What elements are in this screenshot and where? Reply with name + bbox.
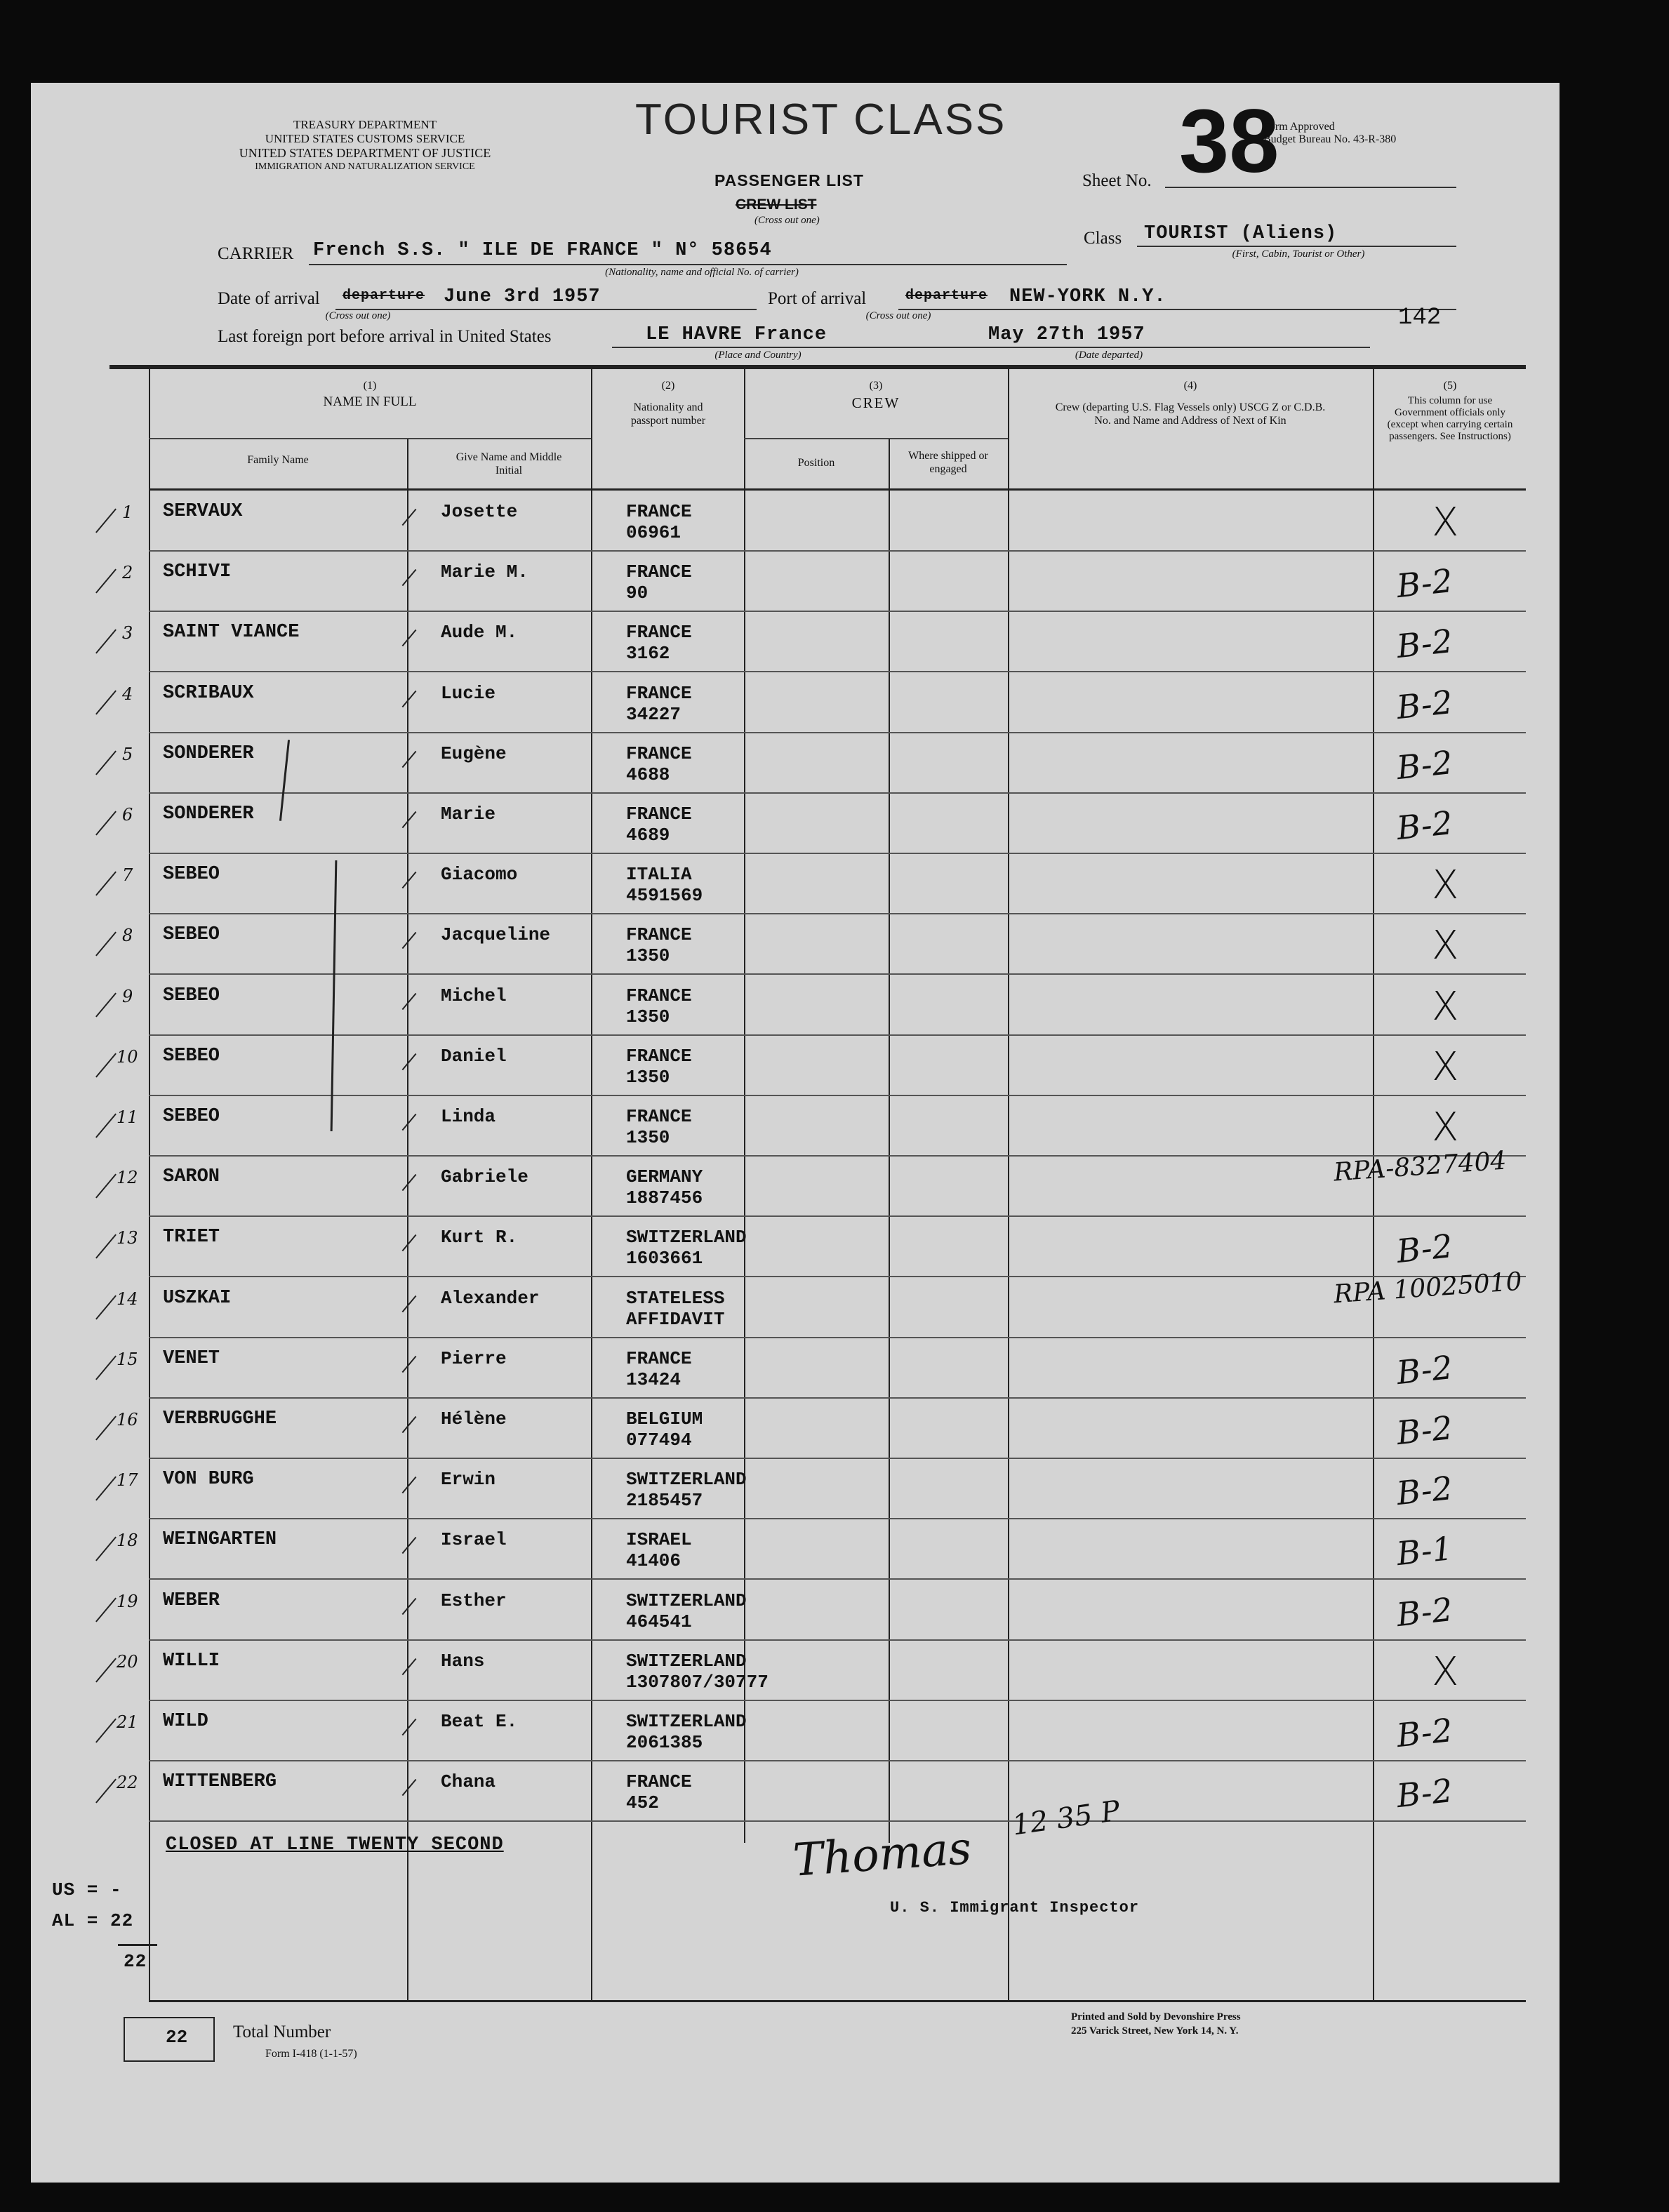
check-tick <box>402 1295 417 1312</box>
family-name: USZKAI <box>163 1288 232 1309</box>
nationality: STATELESS <box>626 1288 725 1309</box>
carrier-label: CARRIER <box>218 244 294 263</box>
check-tick <box>95 1234 117 1259</box>
sheet-no-label: Sheet No. <box>1082 171 1152 190</box>
government-mark: X <box>1432 984 1459 1030</box>
row-rule <box>149 1276 1526 1277</box>
check-tick <box>95 1477 117 1501</box>
row-number: 18 <box>117 1531 138 1550</box>
carrier-line <box>309 264 1067 265</box>
table-row <box>0 794 1669 854</box>
col5-title: This column for use Government officials only (except when carrying certain passengers. See Instructions) <box>1387 395 1513 442</box>
government-mark: X <box>1432 862 1459 908</box>
check-tick <box>402 1537 417 1554</box>
passport-number: 1887456 <box>626 1187 703 1208</box>
given-name: Marie M. <box>441 561 528 582</box>
check-tick <box>95 629 117 654</box>
family-name: SEBEO <box>163 1046 220 1067</box>
agency-line: UNITED STATES DEPARTMENT OF JUSTICE <box>239 146 491 160</box>
nationality: FRANCE <box>626 804 692 825</box>
government-mark: B-2 <box>1395 621 1455 666</box>
given-name: Esther <box>441 1590 507 1611</box>
total-number-label: Total Number <box>233 2023 331 2041</box>
carrier-sub: (Nationality, name and official No. of carrier) <box>605 267 799 278</box>
date-arrival-value: June 3rd 1957 <box>444 286 601 307</box>
government-mark: B-2 <box>1395 1408 1455 1453</box>
check-tick <box>95 811 117 836</box>
government-mark: X <box>1432 923 1459 968</box>
check-tick <box>402 1658 417 1675</box>
table-row <box>0 1761 1669 1822</box>
nationality: FRANCE <box>626 561 692 582</box>
class-label: Class <box>1084 229 1122 248</box>
government-mark: B-2 <box>1395 1710 1455 1755</box>
subheader-rule-crew <box>744 438 1008 439</box>
table-row <box>0 975 1669 1036</box>
nationality: SWITZERLAND <box>626 1651 747 1672</box>
passport-number: 1350 <box>626 1006 670 1027</box>
form-approved-text: Form Approved <box>1263 121 1335 133</box>
nationality: FRANCE <box>626 501 692 522</box>
check-tick <box>95 1537 117 1561</box>
row-rule <box>149 671 1526 672</box>
government-mark: B-2 <box>1395 1226 1455 1271</box>
check-tick <box>95 751 117 775</box>
family-name: SCRIBAUX <box>163 683 254 704</box>
given-name: Hans <box>441 1651 485 1672</box>
government-mark: X <box>1432 500 1459 545</box>
col5-heading <box>1376 379 1524 443</box>
row-number: 9 <box>122 987 133 1006</box>
sheet-number-handwritten: 38 <box>1179 91 1279 192</box>
check-tick <box>95 569 117 594</box>
nationality: FRANCE <box>626 1046 692 1067</box>
check-tick <box>402 1719 417 1735</box>
cross-out-note: (Cross out one) <box>754 215 820 226</box>
nationality: FRANCE <box>626 924 692 945</box>
check-tick <box>402 1114 417 1131</box>
table-row <box>0 1580 1669 1641</box>
row-number: 20 <box>117 1652 138 1672</box>
printer-line-2: 225 Varick Street, New York 14, N. Y. <box>1071 2025 1239 2037</box>
given-name: Israel <box>441 1529 507 1550</box>
position-heading: Position <box>797 457 835 469</box>
row-number: 19 <box>117 1592 138 1611</box>
row-number: 5 <box>122 745 133 764</box>
passport-number: 4591569 <box>626 885 703 906</box>
table-row <box>0 1338 1669 1399</box>
date-sub: (Cross out one) <box>325 310 391 321</box>
agency-block <box>204 118 526 174</box>
check-tick <box>95 993 117 1018</box>
passport-number: 4689 <box>626 825 670 846</box>
given-name: Chana <box>441 1771 496 1792</box>
passport-number: 2061385 <box>626 1732 703 1753</box>
check-tick <box>402 629 417 646</box>
government-mark: RPA-8327404 <box>1332 1146 1508 1187</box>
passport-number: 3162 <box>626 643 670 664</box>
family-name: SAINT VIANCE <box>163 622 300 643</box>
nationality: SWITZERLAND <box>626 1711 747 1732</box>
shipped-heading: Where shipped or engaged <box>908 450 988 475</box>
form-approved <box>1263 121 1396 146</box>
nationality: ISRAEL <box>626 1529 692 1550</box>
budget-bureau-text: Budget Bureau No. 43-R-380 <box>1263 133 1397 145</box>
passport-number: 1603661 <box>626 1248 703 1269</box>
col3-heading <box>744 379 1008 410</box>
col2-heading <box>597 379 740 427</box>
given-name: Josette <box>441 501 518 522</box>
agency-line: IMMIGRATION AND NATURALIZATION SERVICE <box>255 161 475 172</box>
crew-list-struck: CREW LIST <box>736 196 817 213</box>
row-number: 7 <box>122 865 133 885</box>
check-tick <box>402 1598 417 1615</box>
row-number: 11 <box>117 1107 138 1127</box>
row-number: 1 <box>122 502 133 522</box>
given-name: Linda <box>441 1106 496 1127</box>
table-row <box>0 1399 1669 1459</box>
nationality: SWITZERLAND <box>626 1469 747 1490</box>
family-name: VON BURG <box>163 1469 254 1490</box>
family-name: SEBEO <box>163 864 220 885</box>
passport-number: 90 <box>626 582 649 604</box>
check-tick <box>95 1658 117 1683</box>
family-name: WEINGARTEN <box>163 1529 277 1550</box>
header-bottom-rule <box>149 488 1526 491</box>
total-count-hand: 22 <box>124 1951 147 1972</box>
check-tick <box>95 509 117 533</box>
check-tick <box>95 691 117 715</box>
port-struck: departure <box>905 288 988 304</box>
table-top-rule <box>109 365 1526 369</box>
government-mark: B-2 <box>1395 1347 1455 1392</box>
table-row <box>0 612 1669 672</box>
check-tick <box>402 811 417 828</box>
table-row <box>0 491 1669 552</box>
given-name: Erwin <box>441 1469 496 1490</box>
given-name: Hélène <box>441 1408 507 1430</box>
col3-number: (3) <box>869 380 883 392</box>
check-tick <box>95 1356 117 1380</box>
check-tick <box>402 1416 417 1433</box>
check-tick <box>402 1477 417 1493</box>
row-number: 2 <box>122 563 133 582</box>
given-name: Kurt R. <box>441 1227 518 1248</box>
row-number: 6 <box>122 805 133 825</box>
class-value: TOURIST (Aliens) <box>1144 223 1338 244</box>
family-name: VENET <box>163 1348 220 1369</box>
family-name: SARON <box>163 1166 220 1187</box>
government-mark: B-2 <box>1395 1771 1455 1815</box>
nationality: BELGIUM <box>626 1408 703 1430</box>
government-mark: RPA 10025010 <box>1332 1267 1523 1310</box>
table-row <box>0 1459 1669 1519</box>
nationality: FRANCE <box>626 743 692 764</box>
given-name: Jacqueline <box>441 924 551 945</box>
nationality: FRANCE <box>626 1771 692 1792</box>
nationality: GERMANY <box>626 1166 703 1187</box>
passport-number: 1350 <box>626 1067 670 1088</box>
port-arrival-label: Port of arrival <box>768 289 867 308</box>
table-row <box>0 1146 1669 1217</box>
given-name: Lucie <box>441 683 496 704</box>
check-tick <box>402 872 417 888</box>
last-port-label: Last foreign port before arrival in United States <box>218 327 552 346</box>
check-tick <box>95 1053 117 1078</box>
table-row <box>0 1701 1669 1761</box>
family-name: WITTENBERG <box>163 1771 277 1792</box>
family-name: SEBEO <box>163 1106 220 1127</box>
date-departed-sub: (Date departed) <box>1075 349 1143 361</box>
nationality: FRANCE <box>626 1106 692 1127</box>
government-mark: B-1 <box>1395 1528 1455 1573</box>
table-row <box>0 1036 1669 1096</box>
government-mark: B-2 <box>1395 1590 1455 1634</box>
row-number: 13 <box>117 1228 138 1248</box>
col1-heading <box>149 379 591 408</box>
check-tick <box>402 751 417 768</box>
passport-number: 13424 <box>626 1369 681 1390</box>
agency-line: TREASURY DEPARTMENT <box>293 118 437 131</box>
check-tick <box>402 1174 417 1191</box>
col1-number: (1) <box>363 380 377 392</box>
us-count: US = - <box>52 1879 122 1900</box>
col5-number: (5) <box>1443 380 1457 392</box>
passport-number: AFFIDAVIT <box>626 1309 725 1330</box>
check-tick <box>95 1779 117 1804</box>
given-name-heading: Give Name and Middle Initial <box>456 451 562 477</box>
nationality: SWITZERLAND <box>626 1227 747 1248</box>
family-name: WEBER <box>163 1590 220 1611</box>
passport-number: 1307807/30777 <box>626 1672 769 1693</box>
port-line <box>898 309 1456 310</box>
row-rule <box>149 1820 1526 1822</box>
table-row <box>0 1267 1669 1338</box>
table-row <box>0 733 1669 794</box>
col2-number: (2) <box>661 380 675 392</box>
date-struck: departure <box>343 288 425 304</box>
side-number: 142 <box>1398 305 1442 331</box>
government-mark: B-2 <box>1395 682 1455 727</box>
nationality: FRANCE <box>626 1348 692 1369</box>
check-tick <box>402 1356 417 1373</box>
last-port-line <box>612 347 1370 348</box>
port-arrival-value: NEW-YORK N.Y. <box>1009 286 1166 307</box>
passport-number: 464541 <box>626 1611 692 1632</box>
col4-number: (4) <box>1183 380 1197 392</box>
last-port-value: LE HAVRE France <box>646 324 827 345</box>
col2-title: Nationality and passport number <box>630 401 706 427</box>
family-name: SEBEO <box>163 924 220 945</box>
row-number: 12 <box>117 1168 138 1187</box>
government-mark: X <box>1432 1044 1459 1090</box>
row-number: 15 <box>117 1350 138 1369</box>
closed-at-line: CLOSED AT LINE TWENTY SECOND <box>166 1834 504 1855</box>
subheader-rule <box>149 438 591 439</box>
given-name: Aude M. <box>441 622 518 643</box>
class-sub: (First, Cabin, Tourist or Other) <box>1232 248 1365 260</box>
row-rule <box>149 973 1526 975</box>
passport-number: 2185457 <box>626 1490 703 1511</box>
list-title: PASSENGER LIST <box>714 171 864 189</box>
check-tick <box>95 1719 117 1743</box>
table-row <box>0 1641 1669 1701</box>
given-name: Pierre <box>441 1348 507 1369</box>
given-name: Giacomo <box>441 864 518 885</box>
table-row <box>0 673 1669 733</box>
check-tick <box>402 1234 417 1251</box>
table-row <box>0 1519 1669 1580</box>
inspector-title: U. S. Immigrant Inspector <box>890 1899 1140 1917</box>
carrier-value: French S.S. " ILE DE FRANCE " N° 58654 <box>313 240 772 261</box>
given-name: Michel <box>441 985 507 1006</box>
row-number: 16 <box>117 1410 138 1430</box>
count-rule <box>118 1944 157 1946</box>
check-tick <box>95 1174 117 1199</box>
given-name: Daniel <box>441 1046 507 1067</box>
check-tick <box>402 1779 417 1796</box>
table-row <box>0 1217 1669 1277</box>
inspector-signature: Thomas <box>791 1823 973 1887</box>
family-name: SEBEO <box>163 985 220 1006</box>
passport-number: 06961 <box>626 522 681 543</box>
given-name: Beat E. <box>441 1711 518 1732</box>
table-row <box>0 552 1669 612</box>
row-number: 17 <box>117 1470 138 1490</box>
class-line <box>1137 246 1456 247</box>
form-number: Form I-418 (1-1-57) <box>265 2048 357 2060</box>
government-mark: B-2 <box>1395 1468 1455 1513</box>
check-tick <box>402 1053 417 1070</box>
family-name: WILLI <box>163 1651 220 1672</box>
row-rule <box>149 1578 1526 1580</box>
passport-number: 077494 <box>626 1430 692 1451</box>
government-mark: X <box>1432 1649 1459 1695</box>
check-tick <box>402 691 417 707</box>
table-bottom-rule <box>149 2000 1526 2002</box>
row-number: 3 <box>122 623 133 643</box>
port-sub: (Cross out one) <box>865 310 931 321</box>
family-name: SONDERER <box>163 743 254 764</box>
government-mark: X <box>1432 1105 1459 1150</box>
government-mark: B-2 <box>1395 561 1455 606</box>
check-tick <box>402 509 417 526</box>
table-row <box>0 1096 1669 1157</box>
agency-line: UNITED STATES CUSTOMS SERVICE <box>265 132 465 145</box>
passport-number: 34227 <box>626 704 681 725</box>
check-tick <box>95 932 117 957</box>
passport-number: 452 <box>626 1792 659 1813</box>
date-arrival-label: Date of arrival <box>218 289 320 308</box>
printer-line-1: Printed and Sold by Devonshire Press <box>1071 2011 1241 2023</box>
sheet-no-line <box>1165 187 1456 188</box>
check-tick <box>95 872 117 896</box>
given-name: Marie <box>441 804 496 825</box>
government-mark: B-2 <box>1395 803 1455 848</box>
family-name: SONDERER <box>163 804 254 825</box>
last-port-sub: (Place and Country) <box>714 349 802 361</box>
al-count: AL = 22 <box>52 1910 134 1931</box>
check-tick <box>402 569 417 586</box>
col4-heading <box>1011 379 1370 427</box>
col1-title: NAME IN FULL <box>323 394 417 409</box>
nationality: SWITZERLAND <box>626 1590 747 1611</box>
check-tick <box>95 1416 117 1441</box>
family-name: TRIET <box>163 1227 220 1248</box>
nationality: ITALIA <box>626 864 692 885</box>
row-number: 8 <box>122 926 133 945</box>
passport-number: 1350 <box>626 945 670 966</box>
check-tick <box>95 1598 117 1623</box>
government-mark: B-2 <box>1395 742 1455 787</box>
nationality: FRANCE <box>626 985 692 1006</box>
check-tick <box>95 1114 117 1138</box>
family-name: WILD <box>163 1711 208 1732</box>
table-row <box>0 854 1669 914</box>
family-name: SCHIVI <box>163 561 232 582</box>
row-number: 4 <box>122 684 133 704</box>
col4-title: Crew (departing U.S. Flag Vessels only) USCG Z or C.D.B. No. and Name and Address of Next of Kin <box>1055 401 1326 427</box>
tourist-class-stamp: TOURIST CLASS <box>635 95 1007 144</box>
passport-number: 4688 <box>626 764 670 785</box>
check-tick <box>402 932 417 949</box>
table-row <box>0 914 1669 975</box>
family-name-heading: Family Name <box>247 454 309 466</box>
check-tick <box>402 993 417 1010</box>
nationality: FRANCE <box>626 683 692 704</box>
check-tick <box>95 1295 117 1320</box>
nationality: FRANCE <box>626 622 692 643</box>
row-number: 10 <box>117 1047 138 1067</box>
row-number: 21 <box>117 1712 138 1732</box>
family-name: SERVAUX <box>163 501 243 522</box>
given-name: Gabriele <box>441 1166 528 1187</box>
family-name: VERBRUGGHE <box>163 1408 277 1430</box>
date-departed-value: May 27th 1957 <box>988 324 1145 345</box>
col3-title: CREW <box>851 394 900 411</box>
passport-number: 41406 <box>626 1550 681 1571</box>
row-number: 14 <box>117 1289 138 1309</box>
given-name: Alexander <box>441 1288 540 1309</box>
inspection-time: 12 35 P <box>1010 1794 1122 1842</box>
passport-number: 1350 <box>626 1127 670 1148</box>
given-name: Eugène <box>441 743 507 764</box>
row-number: 22 <box>117 1773 138 1792</box>
total-number-value: 22 <box>166 2027 188 2048</box>
